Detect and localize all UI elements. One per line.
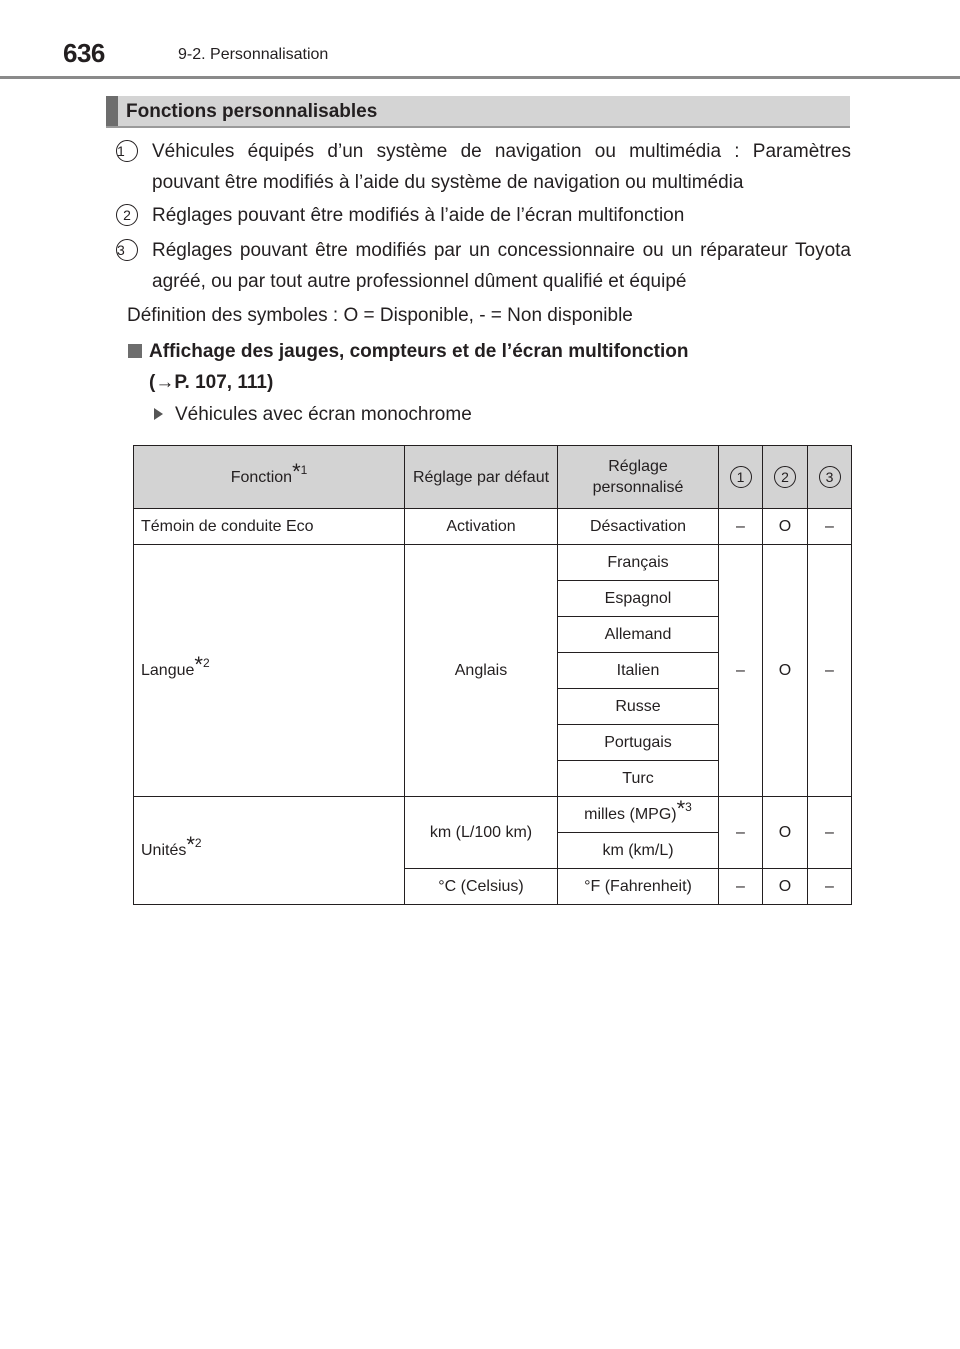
definition-text: Réglages pouvant être modifiés par un concessionnaire ou un réparateur Toyota agréé, ou par tout autre professionnel dûment qualifié et équipé [152,240,851,292]
cell-col-1: – [719,545,763,797]
cell-option: milles (MPG)*$^3$ [558,797,719,833]
table-row [134,797,852,833]
cell-col-2: O [763,545,808,797]
cell-option: Français [558,545,719,581]
vehicle-note [154,399,472,430]
cell-option: Russe [558,689,719,725]
cell-col-1: – [719,509,763,545]
cell-custom: Désactivation [558,509,719,545]
cell-col-3: – [808,869,852,905]
cell-option: km (km/L) [558,833,719,869]
cell-option: Italien [558,653,719,689]
cell-default: km (L/100 km) [405,797,558,869]
definition-text: Véhicules équipés d’un système de navigation ou multimédia : Paramètres pouvant être modifiés à l’aide du système de navigation ou multimédia [152,141,851,193]
subsection-page-ref: (→P. 107, 111) [149,372,274,393]
header-col-1 [719,446,763,509]
definition-2 [116,200,851,231]
cell-col-2: O [763,869,808,905]
circled-number-1: 1 [116,140,138,162]
definition-text: Réglages pouvant être modifiés à l’aide de l’écran multifonction [152,205,685,226]
circled-number-1: 1 [730,466,752,488]
triangle-bullet-icon [154,408,163,420]
cell-col-3: – [808,797,852,869]
section-title: Fonctions personnalisables [126,101,378,122]
circled-number-2: 2 [116,204,138,226]
header-col-3 [808,446,852,509]
cell-custom: °F (Fahrenheit) [558,869,719,905]
cell-option: Turc [558,761,719,797]
header-default: Réglage par défaut [405,446,558,509]
page-number: 636 [63,38,105,68]
cell-option: Portugais [558,725,719,761]
circled-number-2: 2 [774,466,796,488]
title-bar-accent [106,96,118,126]
section-label: 9-2. Personnalisation [178,46,329,63]
definition-3 [116,235,851,297]
table-row [134,509,852,545]
cell-function: Langue*$^2$ [134,545,405,797]
square-bullet-icon [128,344,142,358]
cell-function: Unités*$^2$ [134,797,405,905]
page-header [0,0,960,80]
cell-col-3: – [808,545,852,797]
table-row [134,545,852,581]
cell-col-3: – [808,509,852,545]
cell-option: Allemand [558,617,719,653]
header-col-2 [763,446,808,509]
cell-default: Activation [405,509,558,545]
header-custom: Réglage personnalisé [558,446,719,509]
definition-1 [116,136,851,198]
vehicle-note-text: Véhicules avec écran monochrome [175,404,472,425]
cell-default: °C (Celsius) [405,869,558,905]
settings-table [133,445,852,905]
cell-default: Anglais [405,545,558,797]
table-header-row [134,446,852,509]
subsection-heading [128,336,689,398]
header-function: Fonction*$^1$ [134,446,405,509]
cell-function: Témoin de conduite Eco [134,509,405,545]
cell-col-1: – [719,797,763,869]
symbol-legend: Définition des symboles : O = Disponible, - = Non disponible [127,305,633,326]
cell-col-1: – [719,869,763,905]
section-title-bar [106,96,850,128]
cell-col-2: O [763,509,808,545]
circled-number-3: 3 [116,239,138,261]
header-divider [0,76,960,79]
cell-col-2: O [763,797,808,869]
subsection-title-line1: Affichage des jauges, compteurs et de l’écran multifonction [149,341,689,362]
cell-option: Espagnol [558,581,719,617]
circled-number-3: 3 [819,466,841,488]
